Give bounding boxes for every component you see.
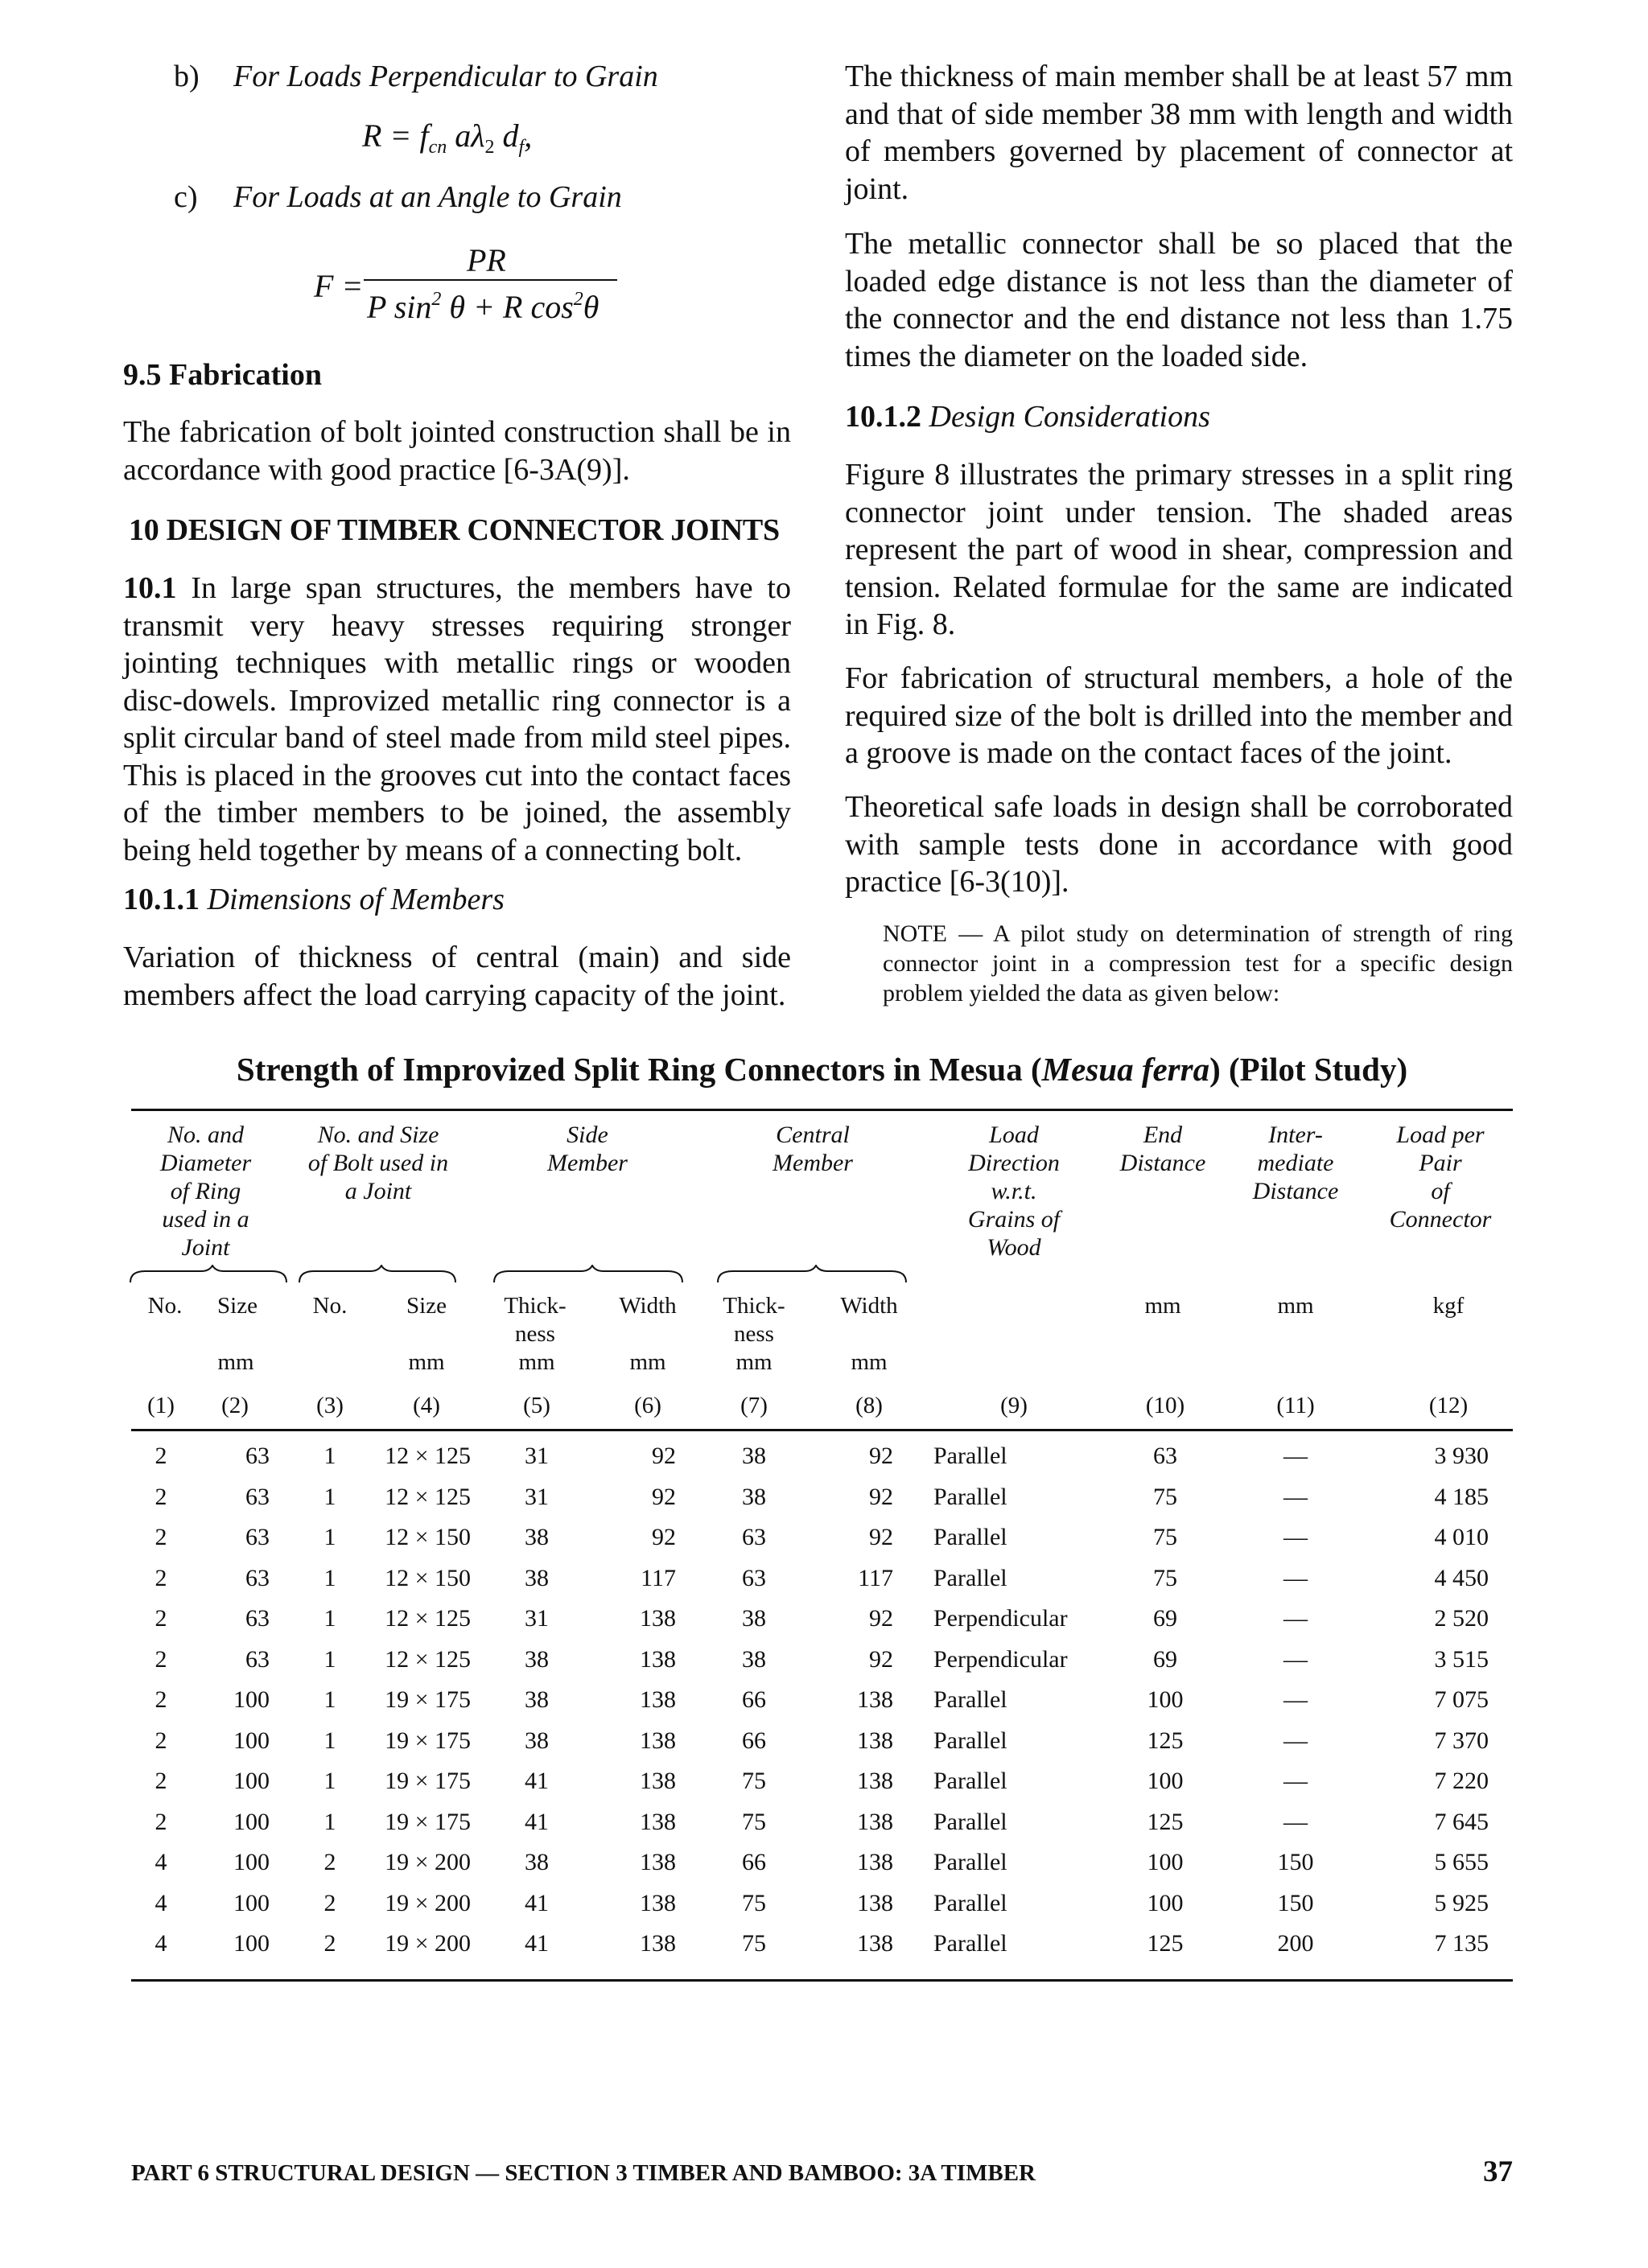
- cell-end-distance: 125: [1147, 1930, 1184, 1957]
- section-9-5-heading: 9.5 Fabrication: [123, 358, 322, 392]
- cell-intermediate-distance: —: [1283, 1645, 1308, 1673]
- cell-central-width: 92: [869, 1645, 893, 1673]
- col-number: (1): [147, 1393, 175, 1418]
- cell-load-direction: Parallel: [933, 1483, 1007, 1510]
- subheader-ring-no: No.: [147, 1293, 183, 1319]
- subheader-side-width: Width: [619, 1293, 677, 1319]
- cell-ring-diameter: 100: [233, 1808, 270, 1835]
- cell-bolt-size: 19 × 175: [385, 1686, 471, 1713]
- cell-ring-count: 2: [154, 1686, 167, 1713]
- cell-side-thickness: 38: [525, 1524, 549, 1550]
- subheader-central-width: Width: [840, 1293, 898, 1319]
- cell-ring-count: 2: [154, 1605, 167, 1632]
- cell-side-thickness: 41: [525, 1808, 549, 1835]
- cell-ring-diameter: 63: [245, 1605, 270, 1632]
- right-paragraph-1: The thickness of main member shall be at least 57 mm and that of side member 38 mm with length and width of members governed by placement of connector at joint.: [845, 60, 1513, 206]
- cell-side-width: 138: [640, 1686, 676, 1713]
- cell-load-per-pair: 5 925: [1434, 1889, 1489, 1916]
- brace-side-member: [492, 1265, 686, 1284]
- cell-load-per-pair: 3 515: [1434, 1645, 1489, 1673]
- cell-bolt-size: 19 × 175: [385, 1768, 471, 1794]
- col-number: (8): [855, 1393, 883, 1418]
- cell-end-distance: 75: [1153, 1524, 1177, 1550]
- cell-load-direction: Perpendicular: [933, 1645, 1068, 1673]
- cell-central-width: 92: [869, 1524, 893, 1550]
- cell-end-distance: 69: [1153, 1645, 1177, 1673]
- cell-side-thickness: 41: [525, 1889, 549, 1916]
- cell-bolt-size: 19 × 175: [385, 1727, 471, 1754]
- right-paragraph-3: Figure 8 illustrates the primary stresses in a split ring connector joint under tension. The shaded areas represent the part of wood in shear, compression and tension. Related formulae for the same are indicated in Fig. 8.: [845, 458, 1513, 641]
- cell-side-width: 138: [640, 1768, 676, 1794]
- item-b-heading: For Loads Perpendicular to Grain: [233, 60, 658, 93]
- cell-central-width: 138: [857, 1768, 893, 1794]
- cell-intermediate-distance: —: [1283, 1483, 1308, 1510]
- table-row: [0, 1558, 1648, 1599]
- cell-intermediate-distance: —: [1283, 1727, 1308, 1754]
- cell-bolt-size: 12 × 125: [385, 1443, 471, 1469]
- cell-bolt-count: 1: [323, 1645, 336, 1673]
- header-central-member: Central Member: [772, 1122, 853, 1176]
- cell-end-distance: 125: [1147, 1727, 1184, 1754]
- cell-bolt-size: 19 × 175: [385, 1808, 471, 1835]
- col-number: (11): [1276, 1393, 1315, 1418]
- header-side-member: Side Member: [547, 1122, 628, 1176]
- table-row: [0, 1640, 1648, 1681]
- cell-intermediate-distance: —: [1283, 1808, 1308, 1835]
- cell-side-width: 117: [641, 1564, 676, 1591]
- cell-side-width: 92: [652, 1443, 676, 1469]
- formula-r: $R = f_{cn}$ $a\lambda_2$ $d_f$,: [362, 117, 533, 158]
- cell-side-width: 138: [640, 1727, 676, 1754]
- cell-ring-diameter: 100: [233, 1889, 270, 1916]
- cell-load-per-pair: 3 930: [1434, 1443, 1489, 1469]
- cell-intermediate-distance: 150: [1277, 1889, 1314, 1916]
- table-row: [0, 1883, 1648, 1924]
- cell-intermediate-distance: —: [1283, 1443, 1308, 1469]
- cell-ring-diameter: 100: [233, 1727, 270, 1754]
- item-c-label: c): [174, 180, 198, 214]
- cell-ring-diameter: 63: [245, 1564, 270, 1591]
- cell-central-thickness: 38: [742, 1645, 766, 1673]
- cell-side-thickness: 31: [525, 1483, 549, 1510]
- right-paragraph-4: For fabrication of structural members, a hole of the required size of the bolt is drilled into the member and a groove is made on the contact faces of the joint.: [845, 661, 1513, 770]
- cell-ring-diameter: 100: [233, 1849, 270, 1875]
- section-10-1-2-heading: 10.1.2 Design Considerations: [845, 400, 1210, 434]
- header-intermediate-distance: Inter- mediate Distance: [1252, 1122, 1339, 1204]
- cell-load-direction: Parallel: [933, 1808, 1007, 1835]
- col-number: (10): [1145, 1393, 1185, 1418]
- cell-central-thickness: 63: [742, 1564, 766, 1591]
- cell-central-width: 92: [869, 1443, 893, 1469]
- cell-ring-count: 4: [154, 1930, 167, 1957]
- cell-ring-count: 2: [154, 1768, 167, 1794]
- cell-load-direction: Parallel: [933, 1524, 1007, 1550]
- cell-intermediate-distance: 150: [1277, 1849, 1314, 1875]
- table-header-rule: [131, 1429, 1513, 1431]
- cell-central-width: 92: [869, 1483, 893, 1510]
- cell-end-distance: 75: [1153, 1483, 1177, 1510]
- header-end-distance: End Distance: [1119, 1122, 1206, 1176]
- table-title: Strength of Improvized Split Ring Connectors in Mesua (Mesua ferra) (Pilot Study): [236, 1051, 1408, 1088]
- cell-load-direction: Parallel: [933, 1443, 1007, 1469]
- cell-bolt-size: 19 × 200: [385, 1889, 471, 1916]
- cell-load-per-pair: 7 220: [1434, 1768, 1489, 1794]
- cell-central-width: 138: [857, 1889, 893, 1916]
- cell-ring-count: 2: [154, 1443, 167, 1469]
- subheader-load-unit: kgf: [1432, 1293, 1465, 1319]
- cell-central-thickness: 66: [742, 1727, 766, 1754]
- item-c-heading: For Loads at an Angle to Grain: [233, 180, 622, 214]
- cell-side-thickness: 38: [525, 1727, 549, 1754]
- cell-ring-diameter: 63: [245, 1524, 270, 1550]
- cell-load-direction: Parallel: [933, 1768, 1007, 1794]
- cell-end-distance: 100: [1147, 1768, 1184, 1794]
- cell-ring-diameter: 100: [233, 1768, 270, 1794]
- cell-central-thickness: 75: [742, 1889, 766, 1916]
- pilot-study-note: NOTE — A pilot study on determination of strength of ring connector joint in a compression test for a specific design problem yielded the data as given below:: [883, 920, 1513, 1006]
- cell-bolt-count: 2: [323, 1849, 336, 1875]
- cell-load-per-pair: 4 185: [1434, 1483, 1489, 1510]
- cell-ring-count: 2: [154, 1564, 167, 1591]
- subheader-bolt-no: No.: [312, 1293, 348, 1319]
- cell-central-width: 138: [857, 1808, 893, 1835]
- cell-side-width: 138: [640, 1808, 676, 1835]
- table-row: [0, 1842, 1648, 1883]
- cell-side-width: 92: [652, 1524, 676, 1550]
- col-number: (3): [316, 1393, 344, 1418]
- cell-ring-count: 2: [154, 1808, 167, 1835]
- header-bolt: No. and Size of Bolt used in a Joint: [307, 1122, 449, 1204]
- cell-central-width: 92: [869, 1605, 893, 1632]
- cell-bolt-count: 1: [323, 1483, 336, 1510]
- cell-load-direction: Parallel: [933, 1930, 1007, 1957]
- cell-bolt-count: 1: [323, 1605, 336, 1632]
- cell-bolt-size: 12 × 150: [385, 1524, 471, 1550]
- cell-load-per-pair: 7 370: [1434, 1727, 1489, 1754]
- table-row: [0, 1761, 1648, 1802]
- col-number: (5): [523, 1393, 550, 1418]
- cell-load-per-pair: 7 135: [1434, 1930, 1489, 1957]
- cell-side-width: 138: [640, 1645, 676, 1673]
- cell-central-width: 117: [858, 1564, 893, 1591]
- cell-side-thickness: 41: [525, 1930, 549, 1957]
- section-10-1-1-text: Variation of thickness of central (main) and side members affect the load carrying capacity of the joint.: [123, 941, 791, 1012]
- running-footer: PART 6 STRUCTURAL DESIGN — SECTION 3 TIMBER AND BAMBOO: 3A TIMBER: [131, 2160, 1036, 2186]
- col-number: (6): [634, 1393, 661, 1418]
- brace-central-member: [716, 1265, 909, 1284]
- cell-side-width: 138: [640, 1930, 676, 1957]
- cell-load-per-pair: 4 450: [1434, 1564, 1489, 1591]
- cell-central-thickness: 66: [742, 1686, 766, 1713]
- cell-ring-count: 4: [154, 1889, 167, 1916]
- section-9-5-text: The fabrication of bolt jointed construction shall be in accordance with good practice [6-3A(9)].: [123, 415, 791, 487]
- cell-side-thickness: 38: [525, 1686, 549, 1713]
- cell-central-thickness: 63: [742, 1524, 766, 1550]
- subheader-side-thickness: Thick- ness: [504, 1293, 566, 1347]
- cell-ring-count: 2: [154, 1727, 167, 1754]
- cell-load-per-pair: 2 520: [1434, 1605, 1489, 1632]
- cell-end-distance: 100: [1147, 1889, 1184, 1916]
- cell-bolt-size: 12 × 125: [385, 1483, 471, 1510]
- cell-side-thickness: 38: [525, 1645, 549, 1673]
- header-ring: No. and Diameter of Ring used in a Joint: [159, 1122, 252, 1261]
- subheader-end-unit: mm: [1144, 1293, 1181, 1319]
- cell-side-width: 92: [652, 1483, 676, 1510]
- cell-side-thickness: 31: [525, 1605, 549, 1632]
- cell-central-width: 138: [857, 1849, 893, 1875]
- unit-central-width: mm: [851, 1349, 888, 1375]
- table-row: [0, 1680, 1648, 1721]
- cell-bolt-count: 2: [323, 1930, 336, 1957]
- cell-ring-diameter: 100: [233, 1686, 270, 1713]
- cell-load-per-pair: 7 075: [1434, 1686, 1489, 1713]
- cell-ring-diameter: 63: [245, 1483, 270, 1510]
- col-number: (7): [740, 1393, 768, 1418]
- cell-bolt-count: 2: [323, 1889, 336, 1916]
- table-bottom-rule: [131, 1979, 1513, 1982]
- section-10-heading: 10 DESIGN OF TIMBER CONNECTOR JOINTS: [129, 513, 780, 547]
- right-paragraph-2: The metallic connector shall be so placed that the loaded edge distance is not less than the diameter of the connector and the end distance not less than 1.75 times the diameter on the loaded side.: [845, 227, 1513, 373]
- cell-bolt-size: 19 × 200: [385, 1930, 471, 1957]
- subheader-intermediate-unit: mm: [1277, 1293, 1314, 1319]
- cell-intermediate-distance: —: [1283, 1524, 1308, 1550]
- formula-f: F = PR P $\sin^2 \theta + R$ $\cos^2\theta$: [314, 241, 620, 338]
- table-row: [0, 1477, 1648, 1518]
- cell-bolt-count: 1: [323, 1443, 336, 1469]
- cell-ring-count: 4: [154, 1849, 167, 1875]
- right-paragraph-5: Theoretical safe loads in design shall be corroborated with sample tests done in accordance with good practice [6-3(10)].: [845, 790, 1513, 899]
- table-row: [0, 1599, 1648, 1640]
- cell-intermediate-distance: —: [1283, 1605, 1308, 1632]
- cell-ring-diameter: 63: [245, 1443, 270, 1469]
- col-number: (2): [221, 1393, 249, 1418]
- table-row: [0, 1924, 1648, 1965]
- cell-bolt-count: 1: [323, 1524, 336, 1550]
- subheader-bolt-size: Size: [406, 1293, 447, 1319]
- cell-load-per-pair: 5 655: [1434, 1849, 1489, 1875]
- cell-load-per-pair: 7 645: [1434, 1808, 1489, 1835]
- cell-side-width: 138: [640, 1605, 676, 1632]
- table-row: [0, 1517, 1648, 1558]
- cell-central-thickness: 38: [742, 1605, 766, 1632]
- brace-bolt: [298, 1265, 459, 1284]
- unit-bolt-size: mm: [408, 1349, 445, 1375]
- unit-central-thickness: mm: [735, 1349, 772, 1375]
- cell-load-direction: Parallel: [933, 1727, 1007, 1754]
- cell-ring-diameter: 63: [245, 1645, 270, 1673]
- item-b-label: b): [174, 60, 200, 93]
- cell-intermediate-distance: —: [1283, 1564, 1308, 1591]
- cell-load-direction: Parallel: [933, 1686, 1007, 1713]
- cell-intermediate-distance: —: [1283, 1686, 1308, 1713]
- section-10-1-1-heading: 10.1.1 Dimensions of Members: [123, 883, 505, 916]
- table-row: [0, 1436, 1648, 1477]
- cell-side-thickness: 31: [525, 1443, 549, 1469]
- cell-central-thickness: 75: [742, 1808, 766, 1835]
- col-number: (9): [1000, 1393, 1028, 1418]
- cell-end-distance: 125: [1147, 1808, 1184, 1835]
- cell-side-thickness: 41: [525, 1768, 549, 1794]
- cell-central-width: 138: [857, 1930, 893, 1957]
- cell-side-width: 138: [640, 1889, 676, 1916]
- cell-intermediate-distance: —: [1283, 1768, 1308, 1794]
- cell-ring-diameter: 100: [233, 1930, 270, 1957]
- table-row: [0, 1802, 1648, 1843]
- cell-bolt-size: 12 × 125: [385, 1645, 471, 1673]
- cell-central-width: 138: [857, 1727, 893, 1754]
- cell-side-width: 138: [640, 1849, 676, 1875]
- cell-side-thickness: 38: [525, 1849, 549, 1875]
- unit-side-thickness: mm: [518, 1349, 555, 1375]
- cell-end-distance: 100: [1147, 1849, 1184, 1875]
- cell-end-distance: 63: [1153, 1443, 1177, 1469]
- cell-ring-count: 2: [154, 1483, 167, 1510]
- cell-bolt-count: 1: [323, 1686, 336, 1713]
- cell-bolt-count: 1: [323, 1564, 336, 1591]
- cell-bolt-size: 12 × 150: [385, 1564, 471, 1591]
- cell-bolt-count: 1: [323, 1727, 336, 1754]
- subheader-central-thickness: Thick- ness: [723, 1293, 785, 1347]
- cell-ring-count: 2: [154, 1524, 167, 1550]
- cell-central-thickness: 66: [742, 1849, 766, 1875]
- col-number: (12): [1428, 1393, 1469, 1418]
- cell-bolt-count: 1: [323, 1808, 336, 1835]
- subheader-ring-size: Size: [217, 1293, 258, 1319]
- col-number: (4): [413, 1393, 440, 1418]
- page-number: 37: [1483, 2155, 1513, 2188]
- cell-central-width: 138: [857, 1686, 893, 1713]
- cell-bolt-count: 1: [323, 1768, 336, 1794]
- header-load-direction: Load Direction w.r.t. Grains of Wood: [967, 1122, 1061, 1261]
- unit-ring-size: mm: [217, 1349, 254, 1375]
- cell-central-thickness: 75: [742, 1930, 766, 1957]
- cell-load-direction: Parallel: [933, 1849, 1007, 1875]
- cell-intermediate-distance: 200: [1277, 1930, 1314, 1957]
- cell-ring-count: 2: [154, 1645, 167, 1673]
- cell-end-distance: 100: [1147, 1686, 1184, 1713]
- unit-side-width: mm: [629, 1349, 666, 1375]
- table-top-rule: [131, 1109, 1513, 1111]
- cell-load-direction: Perpendicular: [933, 1605, 1068, 1632]
- cell-load-per-pair: 4 010: [1434, 1524, 1489, 1550]
- table-row: [0, 1721, 1648, 1762]
- fraction-bar: [364, 279, 617, 281]
- brace-ring: [129, 1265, 290, 1284]
- cell-central-thickness: 75: [742, 1768, 766, 1794]
- cell-end-distance: 69: [1153, 1605, 1177, 1632]
- cell-bolt-size: 19 × 200: [385, 1849, 471, 1875]
- cell-side-thickness: 38: [525, 1564, 549, 1591]
- cell-end-distance: 75: [1153, 1564, 1177, 1591]
- section-10-1-text: 10.1 In large span structures, the members have to transmit very heavy stresses requiring stronger jointing techniques with metallic rings or wooden disc-dowels. Improvized metallic ring connector is a split circular band of steel made from mild steel pipes. This is placed in the grooves cut into the contact faces of the timber members to be joined, the assembly being held together by means of a connecting bolt.: [123, 571, 791, 867]
- table-body: [0, 1436, 1648, 1983]
- cell-central-thickness: 38: [742, 1443, 766, 1469]
- cell-central-thickness: 38: [742, 1483, 766, 1510]
- cell-bolt-size: 12 × 125: [385, 1605, 471, 1632]
- header-load-per-pair: Load per Pair of Connector: [1389, 1122, 1492, 1233]
- cell-load-direction: Parallel: [933, 1564, 1007, 1591]
- cell-load-direction: Parallel: [933, 1889, 1007, 1916]
